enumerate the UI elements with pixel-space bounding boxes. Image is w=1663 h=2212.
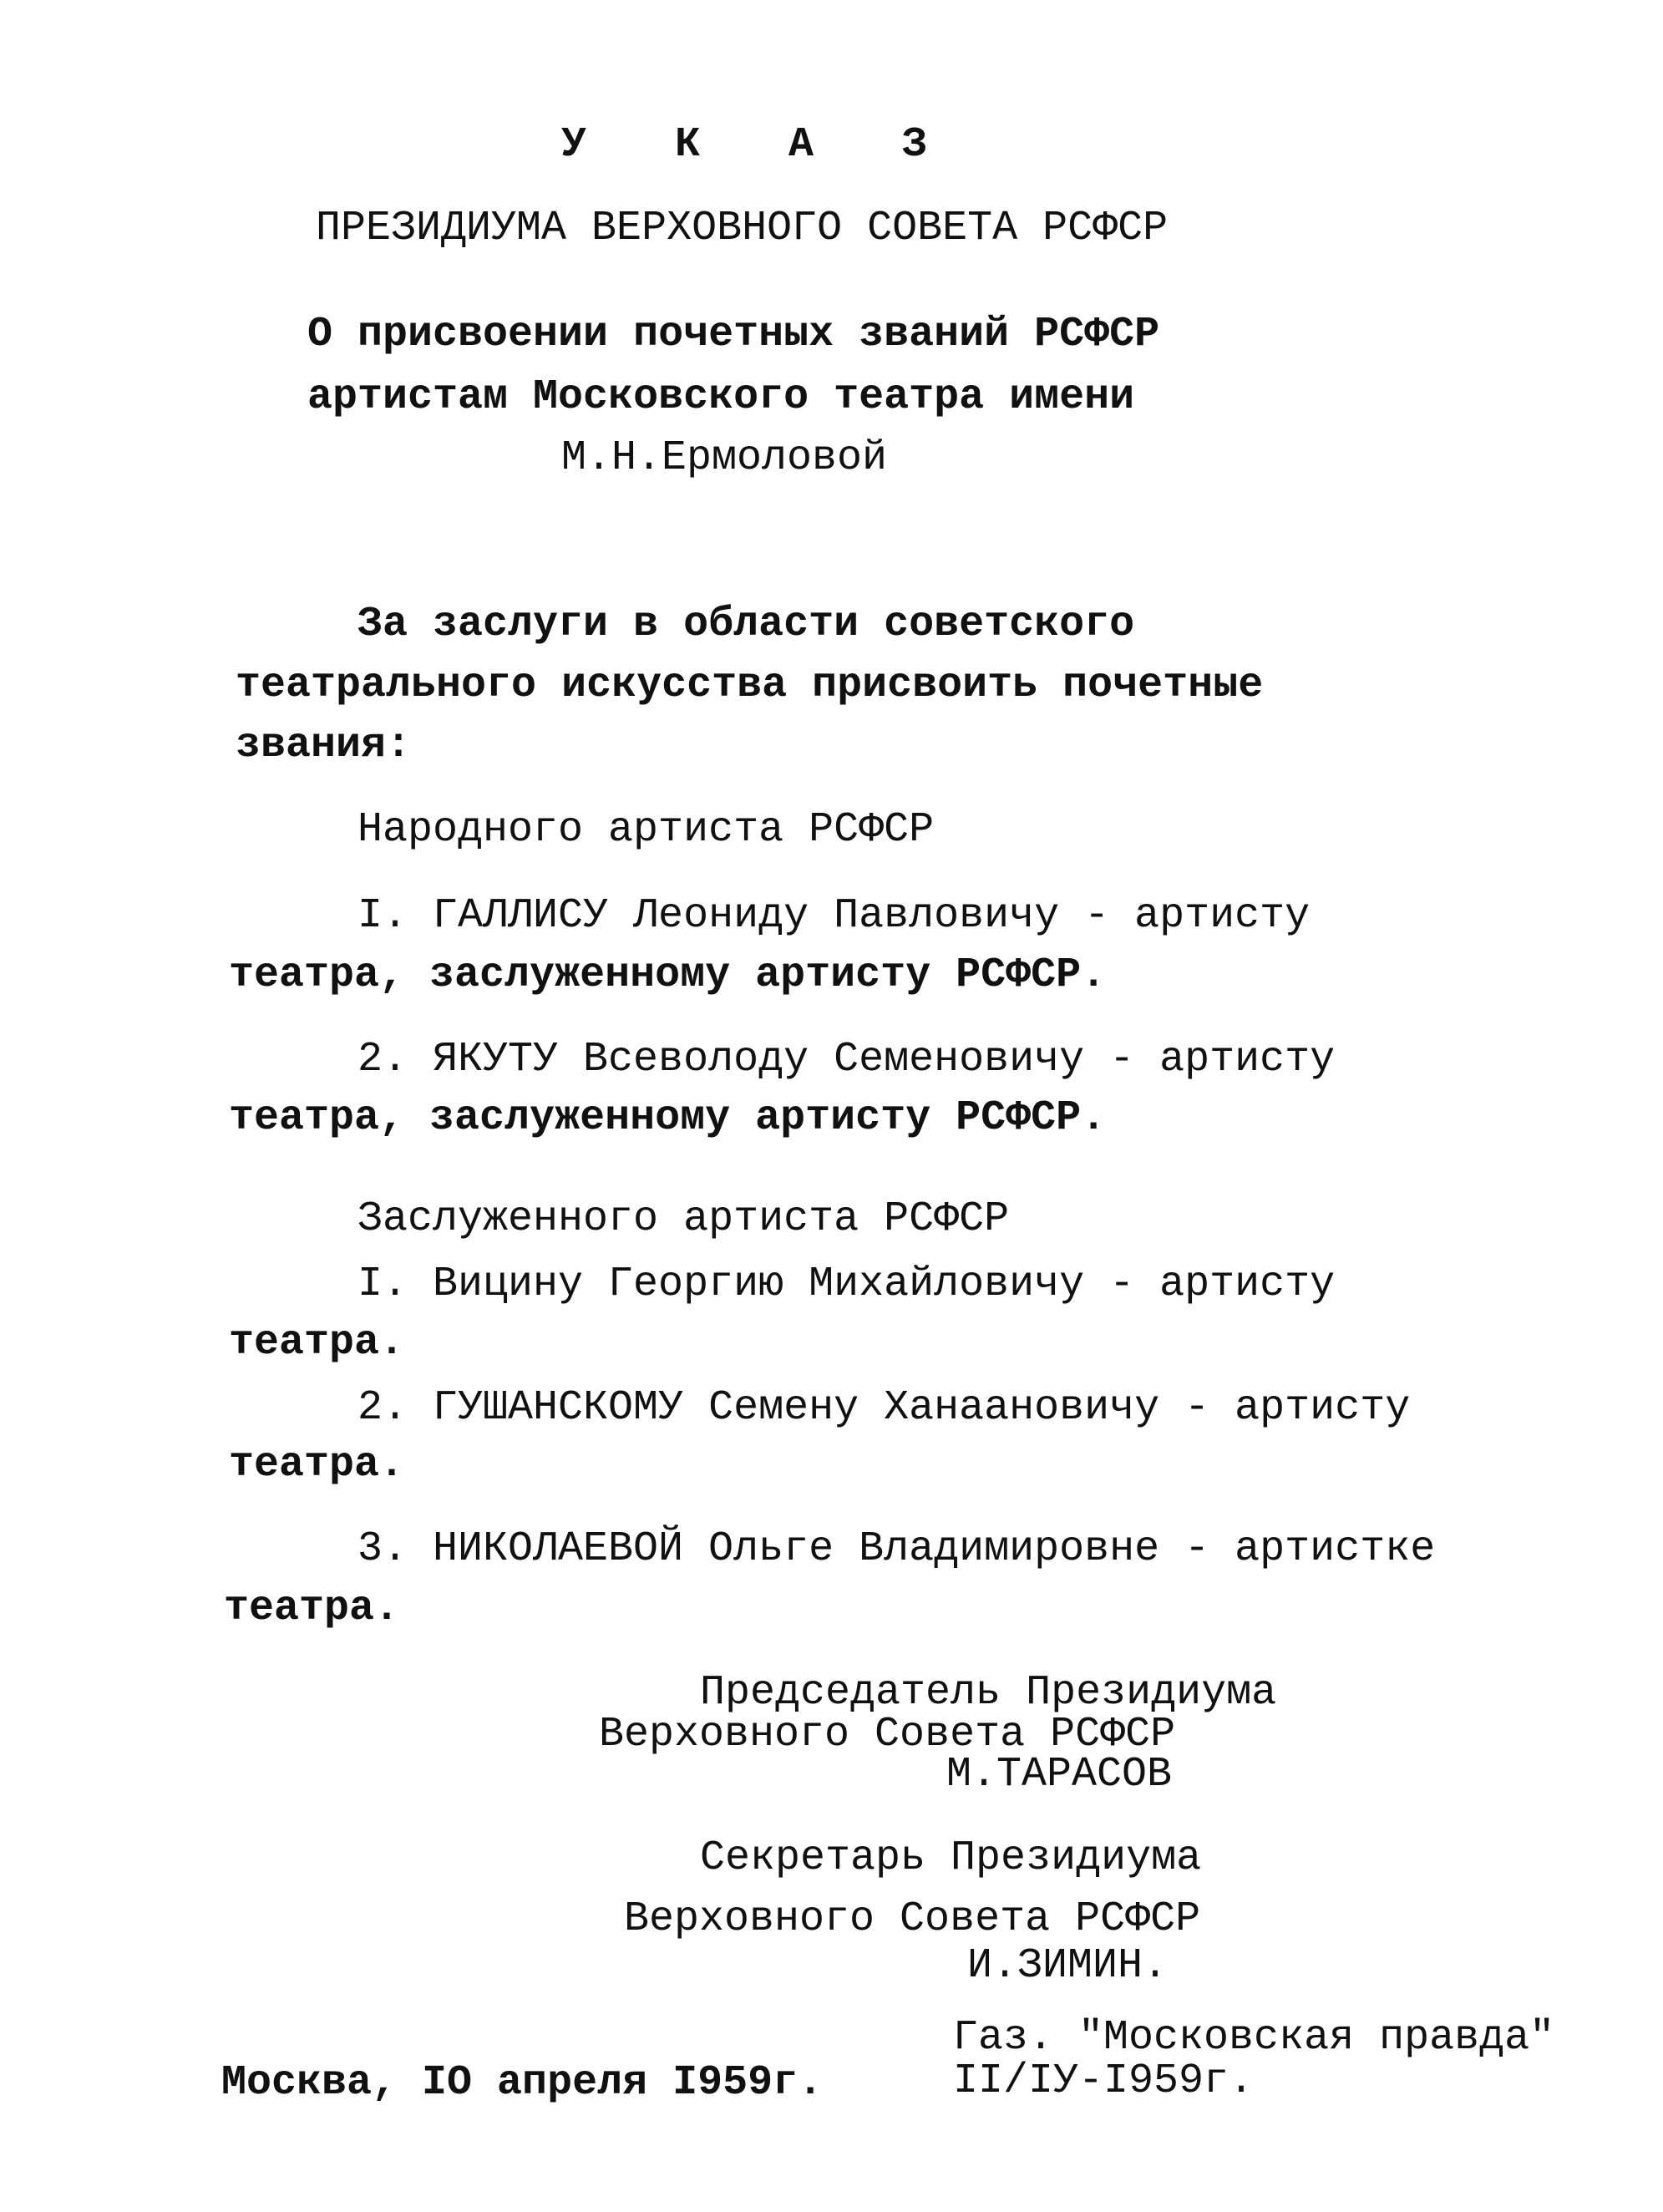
secretary-name: И.ЗИМИН.	[967, 1942, 1169, 1990]
chairman-title: Председатель Президиума	[700, 1669, 1277, 1717]
subject-line-1: О присвоении почетных званий РСФСР	[307, 311, 1160, 358]
list-item-cont: театра.	[224, 1585, 400, 1632]
list-item-cont: театра, заслуженному артисту РСФСР.	[229, 1094, 1107, 1142]
chairman-name: М.ТАРАСОВ	[946, 1751, 1173, 1799]
subject-line-2: артистам Московского театра имени	[307, 373, 1135, 421]
source-newspaper: Газ. "Московская правда"	[953, 2014, 1555, 2062]
issuer-heading: ПРЕЗИДИУМА ВЕРХОВНОГО СОВЕТА РСФСР	[316, 205, 1169, 252]
list-item: I. Вицину Георгию Михайловичу - артисту	[357, 1261, 1336, 1308]
list-item: 2. ГУШАНСКОМУ Семену Ханаановичу - артисту	[357, 1384, 1411, 1432]
secretary-title: Секретарь Президиума	[700, 1834, 1202, 1882]
section-heading-peoples-artist: Народного артиста РСФСР	[357, 806, 935, 854]
intro-line-3: звания:	[236, 722, 412, 769]
document-title: У К А З	[561, 121, 960, 169]
list-item: 3. НИКОЛАЕВОЙ Ольге Владимировне - артистке	[357, 1525, 1436, 1573]
list-item-cont: театра, заслуженному артисту РСФСР.	[229, 951, 1107, 999]
subject-line-3: М.Н.Ермоловой	[561, 434, 888, 482]
intro-line-1: За заслуги в области советского	[357, 601, 1135, 648]
source-date: II/IУ-I959г.	[953, 2057, 1255, 2105]
section-heading-honored-artist: Заслуженного артиста РСФСР	[357, 1195, 1010, 1243]
list-item-cont: театра.	[229, 1441, 405, 1489]
place-date: Москва, IO апреля I959г.	[221, 2059, 824, 2107]
chairman-body: Верховного Совета РСФСР	[599, 1711, 1176, 1758]
list-item: 2. ЯКУТУ Всеволоду Семеновичу - артисту	[357, 1036, 1336, 1083]
list-item-cont: театра.	[229, 1319, 405, 1367]
secretary-body: Верховного Совета РСФСР	[624, 1895, 1201, 1943]
intro-line-2: театрального искусства присвоить почетные	[236, 662, 1264, 709]
list-item: I. ГАЛЛИСУ Леониду Павловичу - артисту	[357, 892, 1311, 940]
